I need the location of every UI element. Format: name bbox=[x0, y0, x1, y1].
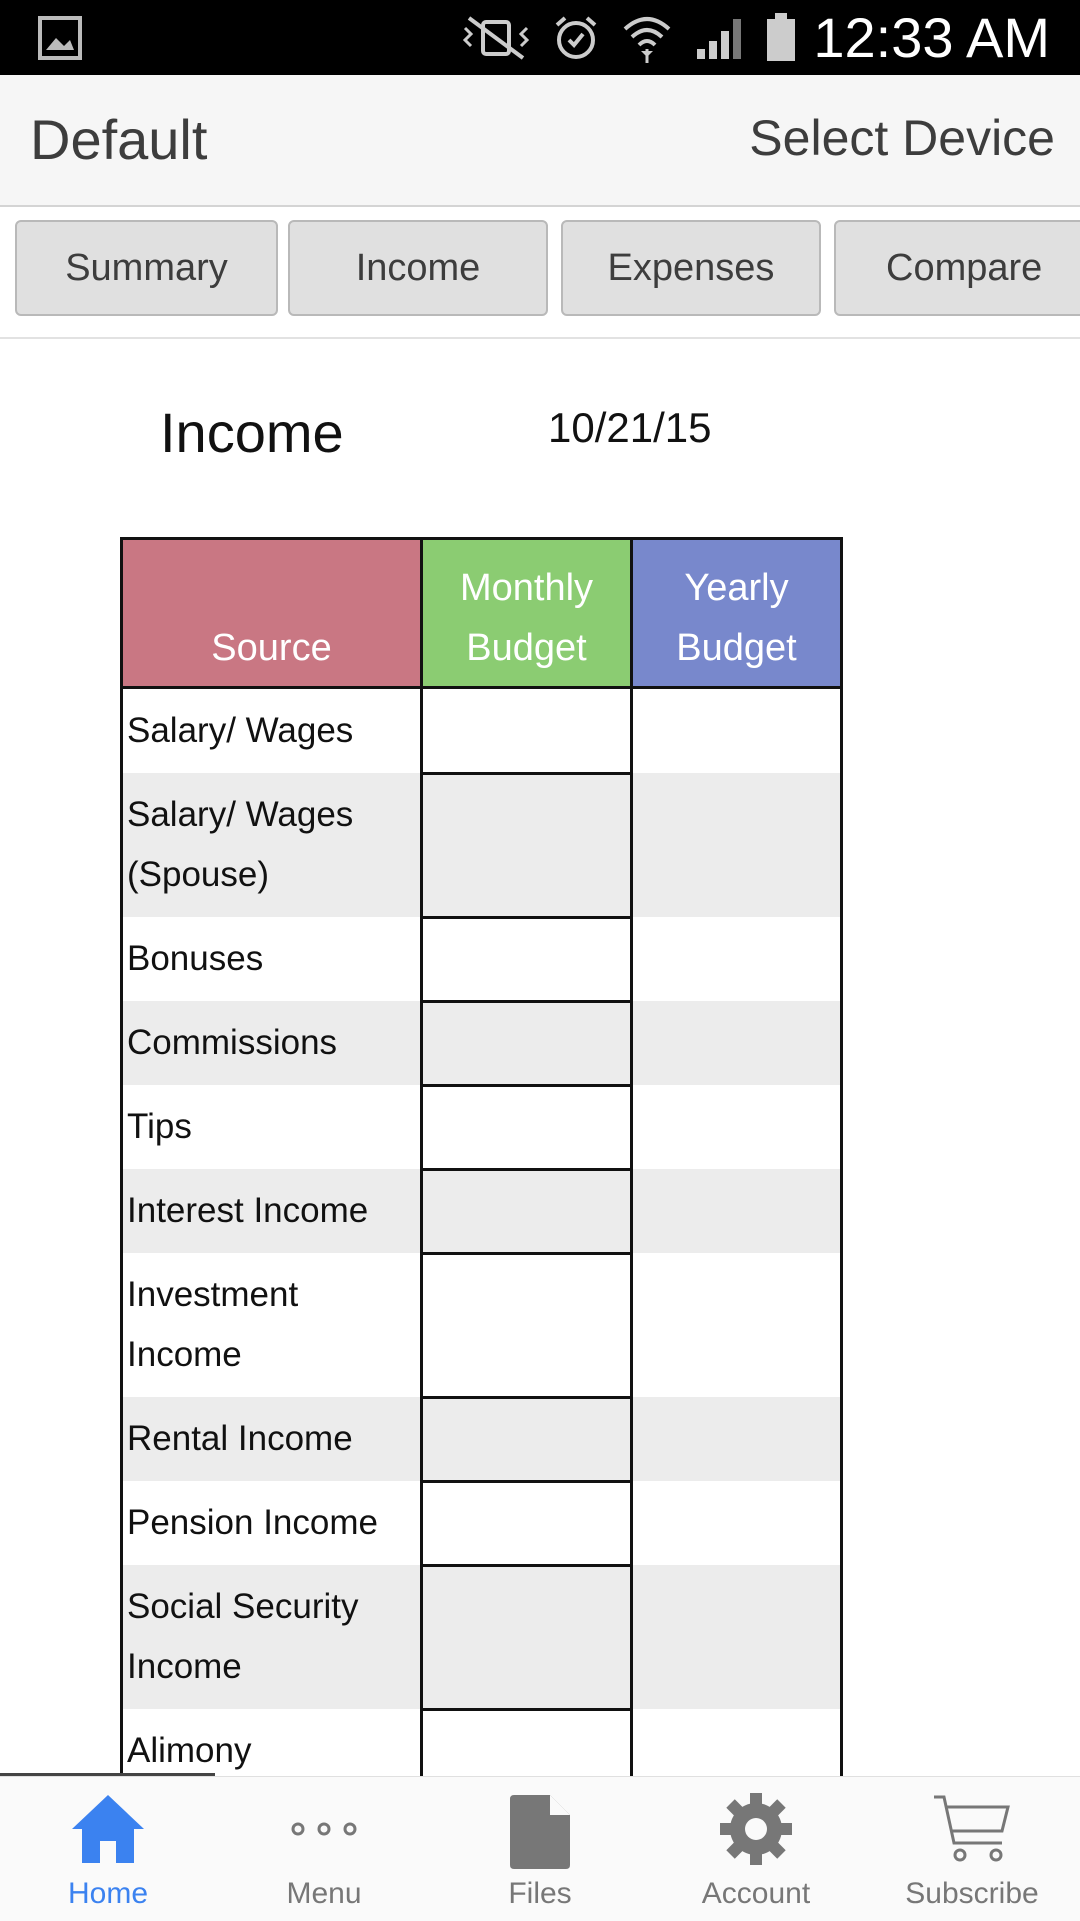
source-label: Bonuses bbox=[122, 917, 422, 1001]
wifi-icon bbox=[621, 13, 673, 63]
more-dots-icon bbox=[286, 1791, 362, 1867]
nav-files[interactable] bbox=[432, 1777, 648, 1921]
tab-summary[interactable]: Summary bbox=[15, 220, 278, 316]
table-row bbox=[122, 773, 842, 917]
source-label: Social Security Income bbox=[122, 1565, 422, 1709]
status-bar bbox=[0, 0, 1080, 75]
gear-icon bbox=[718, 1791, 794, 1867]
yearly-budget-value bbox=[632, 1001, 842, 1085]
monthly-budget-input[interactable] bbox=[422, 917, 632, 1001]
app-bar bbox=[0, 75, 1080, 207]
header-yearly-line2: Budget bbox=[676, 627, 797, 669]
table-row bbox=[122, 917, 842, 1001]
signal-icon bbox=[695, 15, 745, 61]
monthly-budget-input[interactable] bbox=[422, 1253, 632, 1397]
cart-icon bbox=[932, 1791, 1012, 1867]
monthly-budget-input[interactable] bbox=[422, 1085, 632, 1169]
monthly-budget-input[interactable] bbox=[422, 773, 632, 917]
nav-files-label: Files bbox=[508, 1877, 572, 1910]
source-label: Pension Income bbox=[122, 1481, 422, 1565]
vibrate-mute-icon bbox=[461, 16, 531, 60]
table-row bbox=[122, 1001, 842, 1085]
source-label: Salary/ Wages (Spouse) bbox=[122, 773, 422, 917]
tab-income[interactable]: Income bbox=[288, 220, 548, 316]
table-row bbox=[122, 688, 842, 774]
home-icon bbox=[70, 1791, 146, 1867]
table-row bbox=[122, 1481, 842, 1565]
monthly-budget-input[interactable] bbox=[422, 1169, 632, 1253]
monthly-budget-input[interactable] bbox=[422, 1001, 632, 1085]
alarm-icon bbox=[553, 15, 599, 61]
yearly-budget-value bbox=[632, 1397, 842, 1481]
yearly-budget-value bbox=[632, 917, 842, 1001]
yearly-budget-value bbox=[632, 1169, 842, 1253]
source-label: Commissions bbox=[122, 1001, 422, 1085]
page-date: 10/21/15 bbox=[548, 404, 712, 451]
table-header-row bbox=[122, 539, 842, 688]
yearly-budget-value bbox=[632, 1481, 842, 1565]
source-label: Alimony bbox=[122, 1709, 422, 1793]
yearly-budget-value bbox=[632, 773, 842, 917]
nav-menu-label: Menu bbox=[286, 1877, 362, 1910]
tab-bar bbox=[0, 207, 1080, 339]
select-device-button[interactable]: Select Device bbox=[749, 110, 1055, 166]
yearly-budget-value bbox=[632, 1565, 842, 1709]
monthly-budget-input[interactable] bbox=[422, 1565, 632, 1709]
table-row bbox=[122, 1169, 842, 1253]
nav-account[interactable] bbox=[648, 1777, 864, 1921]
header-yearly-budget bbox=[632, 539, 842, 688]
header-monthly-line1: Monthly bbox=[459, 567, 594, 609]
header-monthly-line2: Budget bbox=[466, 627, 587, 669]
tab-expenses[interactable]: Expenses bbox=[561, 220, 821, 316]
app-title: Default bbox=[30, 108, 208, 171]
monthly-budget-input[interactable] bbox=[422, 1397, 632, 1481]
source-label: Investment Income bbox=[122, 1253, 422, 1397]
yearly-budget-value bbox=[632, 688, 842, 774]
source-label: Rental Income bbox=[122, 1397, 422, 1481]
gallery-icon bbox=[38, 16, 82, 60]
table-row bbox=[122, 1565, 842, 1709]
monthly-budget-input[interactable] bbox=[422, 688, 632, 774]
file-icon bbox=[502, 1791, 578, 1871]
table-row bbox=[122, 1085, 842, 1169]
nav-home[interactable] bbox=[0, 1777, 216, 1921]
bottom-nav bbox=[0, 1776, 1080, 1921]
source-label: Salary/ Wages bbox=[122, 688, 422, 774]
status-time: 12:33 AM bbox=[813, 6, 1050, 69]
monthly-budget-input[interactable] bbox=[422, 1481, 632, 1565]
table-row bbox=[122, 1253, 842, 1397]
tab-compare[interactable]: Compare bbox=[834, 220, 1080, 316]
nav-menu[interactable] bbox=[216, 1777, 432, 1921]
header-source bbox=[122, 539, 422, 688]
yearly-budget-value bbox=[632, 1085, 842, 1169]
income-table bbox=[120, 537, 843, 1795]
header-monthly-budget bbox=[422, 539, 632, 688]
yearly-budget-value bbox=[632, 1253, 842, 1397]
nav-home-label: Home bbox=[67, 1877, 149, 1910]
header-source-label: Source bbox=[211, 627, 332, 669]
page-title: Income bbox=[160, 401, 344, 464]
nav-subscribe[interactable] bbox=[864, 1777, 1080, 1921]
source-label: Tips bbox=[122, 1085, 422, 1169]
source-label: Interest Income bbox=[122, 1169, 422, 1253]
table-row bbox=[122, 1397, 842, 1481]
header-yearly-line1: Yearly bbox=[684, 567, 789, 609]
battery-icon bbox=[767, 13, 795, 63]
nav-account-label: Account bbox=[701, 1877, 811, 1910]
nav-subscribe-label: Subscribe bbox=[905, 1877, 1039, 1910]
